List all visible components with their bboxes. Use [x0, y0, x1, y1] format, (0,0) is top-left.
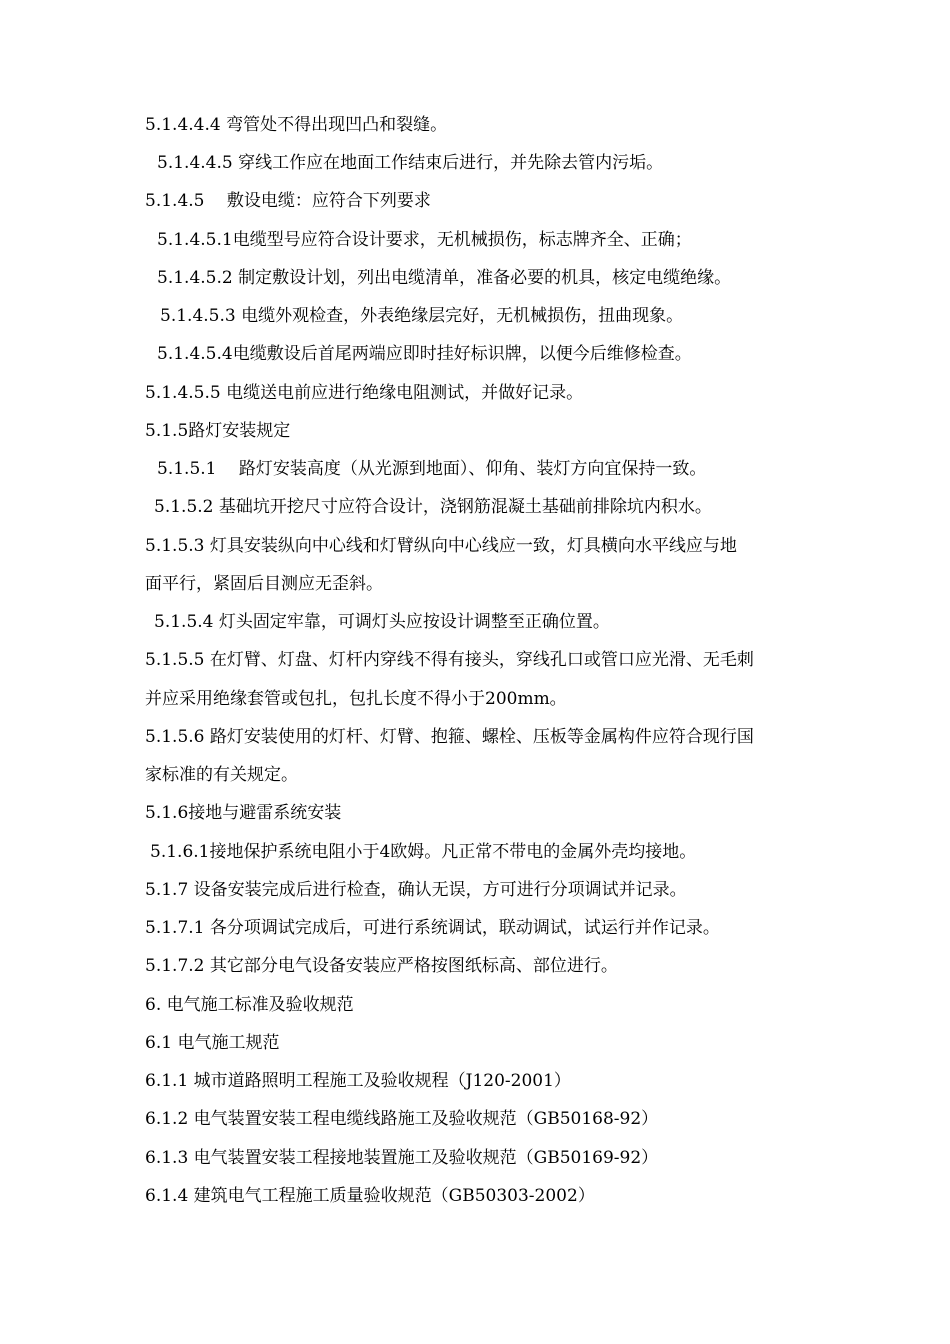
clause-5-1-7: 5.1.7 设备安装完成后进行检查，确认无误，方可进行分项调试并记录。 — [145, 880, 687, 900]
clause-5-1-4-5-4: 5.1.4.5.4电缆敷设后首尾两端应即时挂好标识牌，以便今后维修检查。 — [157, 344, 692, 364]
standard-6-1-4: 6.1.4 建筑电气工程施工质量验收规范（GB50303-2002） — [145, 1186, 595, 1206]
standard-6-1-1: 6.1.1 城市道路照明工程施工及验收规程（J120-2001） — [145, 1071, 571, 1091]
standard-6-1-2: 6.1.2 电气装置安装工程电缆线路施工及验收规范（GB50168-92） — [145, 1109, 659, 1129]
clause-5-1-6-1: 5.1.6.1接地保护系统电阻小于4欧姆。凡正常不带电的金属外壳均接地。 — [150, 842, 697, 862]
clause-5-1-7-1: 5.1.7.1 各分项调试完成后，可进行系统调试，联动调试，试运行并作记录。 — [145, 918, 720, 938]
clause-5-1-4-5-1: 5.1.4.5.1电缆型号应符合设计要求，无机械损伤，标志牌齐全、正确； — [157, 230, 692, 250]
clause-5-1-4-5-2: 5.1.4.5.2 制定敷设计划，列出电缆清单，准备必要的机具，核定电缆绝缘。 — [157, 268, 732, 288]
section-6-1-heading: 6.1 电气施工规范 — [145, 1033, 280, 1053]
clause-5-1-5-3-line-2: 面平行，紧固后目测应无歪斜。 — [145, 574, 383, 594]
section-5-1-6-heading: 5.1.6接地与避雷系统安装 — [145, 803, 342, 823]
section-5-1-5-heading: 5.1.5路灯安装规定 — [145, 421, 291, 441]
clause-5-1-5-5-line-2: 并应采用绝缘套管或包扎，包扎长度不得小于200mm。 — [145, 689, 567, 709]
clause-5-1-5-4: 5.1.5.4 灯头固定牢靠，可调灯头应按设计调整至正确位置。 — [154, 612, 610, 632]
clause-5-1-4-5-3: 5.1.4.5.3 电缆外观检查，外表绝缘层完好，无机械损伤，扭曲现象。 — [160, 306, 684, 326]
clause-5-1-4-4-4: 5.1.4.4.4 弯管处不得出现凹凸和裂缝。 — [145, 115, 448, 135]
clause-5-1-5-5-line-1: 5.1.5.5 在灯臂、灯盘、灯杆内穿线不得有接头，穿线孔口或管口应光滑、无毛刺 — [145, 650, 754, 670]
clause-5-1-4-5-5: 5.1.4.5.5 电缆送电前应进行绝缘电阻测试，并做好记录。 — [145, 383, 584, 403]
standard-6-1-3: 6.1.3 电气装置安装工程接地装置施工及验收规范（GB50169-92） — [145, 1148, 659, 1168]
clause-5-1-5-6-line-1: 5.1.5.6 路灯安装使用的灯杆、灯臂、抱箍、螺栓、压板等金属构件应符合现行国 — [145, 727, 754, 747]
clause-5-1-5-6-line-2: 家标准的有关规定。 — [145, 765, 298, 785]
clause-5-1-5-2: 5.1.5.2 基础坑开挖尺寸应符合设计，浇钢筋混凝土基础前排除坑内积水。 — [154, 497, 712, 517]
clause-5-1-5-3-line-1: 5.1.5.3 灯具安装纵向中心线和灯臂纵向中心线应一致，灯具横向水平线应与地 — [145, 536, 737, 556]
clause-5-1-7-2: 5.1.7.2 其它部分电气设备安装应严格按图纸标高、部位进行。 — [145, 956, 618, 976]
clause-5-1-5-1: 5.1.5.1 路灯安装高度（从光源到地面）、仰角、装灯方向宜保持一致。 — [157, 459, 707, 479]
clause-5-1-4-5: 5.1.4.5 敷设电缆：应符合下列要求 — [145, 191, 431, 211]
section-6-heading: 6. 电气施工标准及验收规范 — [145, 995, 354, 1015]
clause-5-1-4-4-5: 5.1.4.4.5 穿线工作应在地面工作结束后进行，并先除去管内污垢。 — [157, 153, 664, 173]
